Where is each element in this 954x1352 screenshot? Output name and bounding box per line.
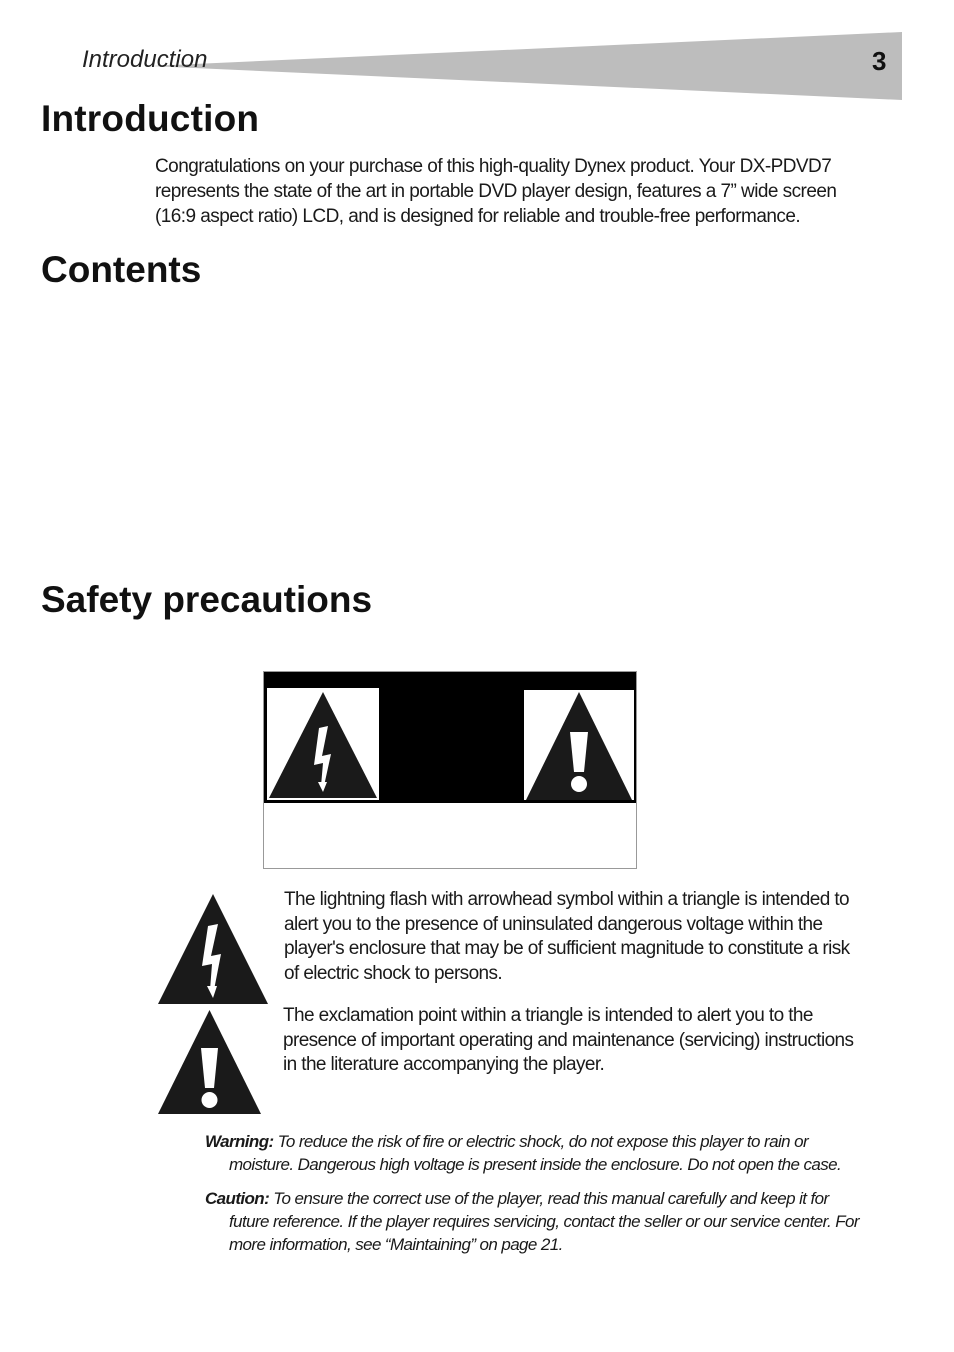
lightning-triangle-icon	[267, 688, 379, 800]
caution-label: Caution:	[205, 1189, 270, 1208]
header-wedge	[150, 32, 902, 100]
warning-text: To reduce the risk of fire or electric shock, do not expose this player to rain or moisture. Dangerous high voltage is present inside the enclosure. Do not open the case.	[229, 1132, 842, 1174]
caution-lightning-panel	[267, 688, 379, 800]
warning-label: Warning:	[205, 1132, 274, 1151]
caution-label-box	[263, 671, 637, 869]
introduction-body: Congratulations on your purchase of this high-quality Dynex product. Your DX-PDVD7 represents the state of the art in portable DVD player design, features a 7” wide screen (16:9 aspect ratio) LCD, and is designed for reliable and trouble-free performance.	[155, 156, 837, 227]
exclamation-symbol-description: The exclamation point within a triangle is intended to alert you to the presence of important operating and maintenance (servicing) instructions in the literature accompanying the player.	[283, 1005, 854, 1075]
caution-text: To ensure the correct use of the player, read this manual carefully and keep it for future reference. If the player requires servicing, contact the seller or our service center. For more information, see “Maintaining” on page 21.	[229, 1189, 859, 1254]
caution-note	[205, 1187, 869, 1256]
lightning-symbol-description: The lightning flash with arrowhead symbol within a triangle is intended to alert you to the presence of uninsulated dangerous voltage within the player's enclosure that may be of sufficient magnitude to constitute a risk of electric shock to persons.	[284, 889, 850, 984]
exclamation-triangle-icon	[524, 690, 634, 800]
warning-note	[205, 1130, 869, 1176]
caution-exclamation-panel	[524, 690, 634, 800]
page-number: 3	[872, 46, 887, 76]
section-title-contents: Contents	[41, 249, 202, 290]
lightning-warning-icon	[158, 894, 268, 1004]
exclamation-warning-icon	[158, 1010, 261, 1114]
section-title-safety: Safety precautions	[41, 579, 373, 620]
section-title-introduction: Introduction	[41, 98, 260, 139]
running-head: Introduction	[82, 46, 208, 73]
